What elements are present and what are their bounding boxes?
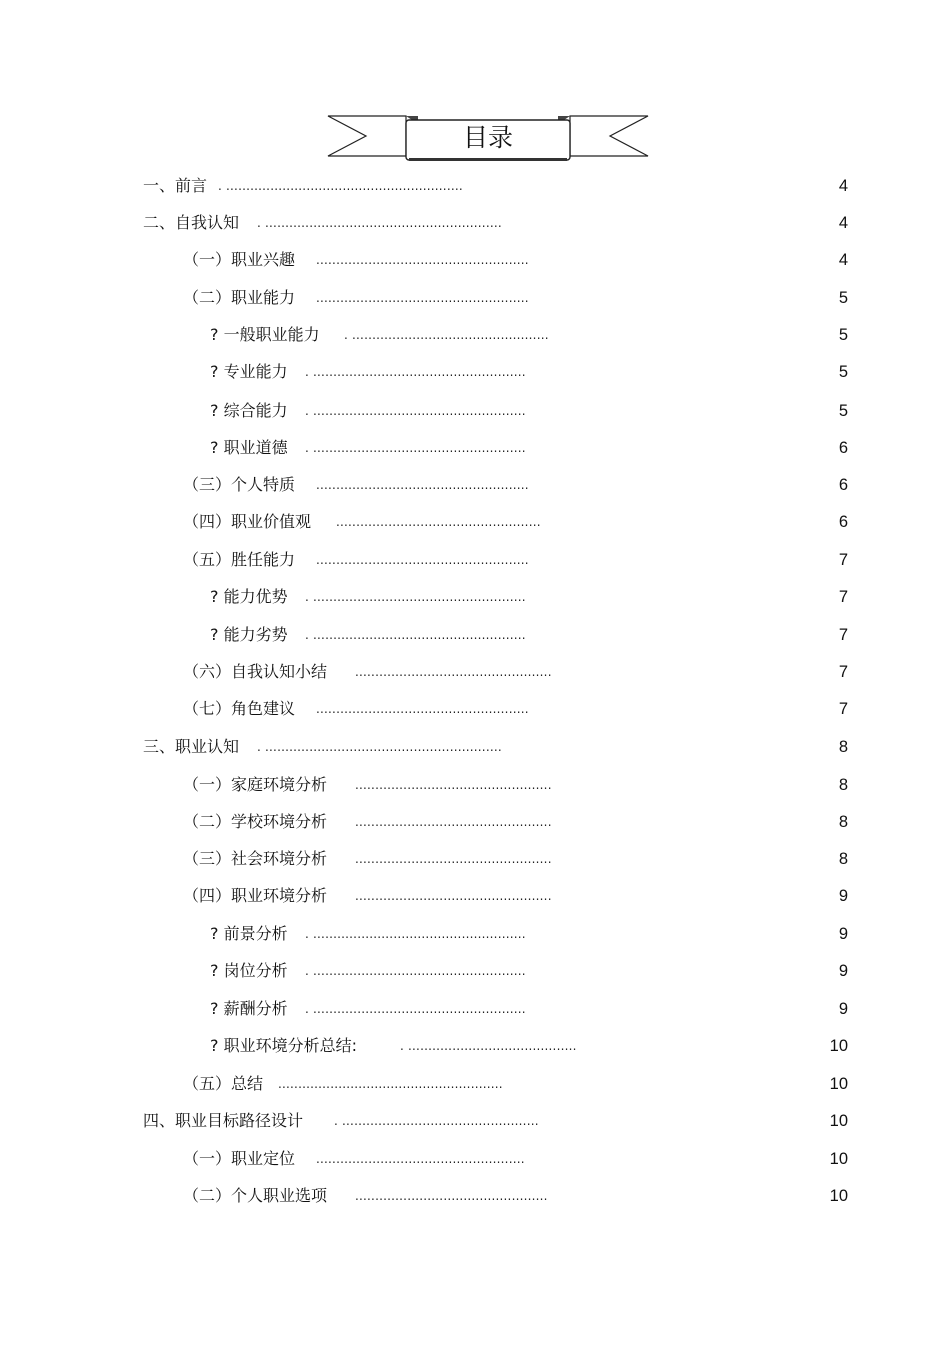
toc-entry-leader: .....................................................	[316, 478, 529, 492]
toc-entry[interactable]	[0, 248, 950, 272]
toc-entry-leader: ................................................	[355, 1189, 548, 1203]
toc-entry-page: 7	[838, 663, 848, 681]
toc-entry-label: （六）自我认知小结	[183, 662, 328, 681]
toc-entry-label: ? 薪酬分析	[210, 999, 288, 1018]
toc-entry-leader: . .....................................................	[305, 1002, 526, 1016]
toc-entry-page: 4	[838, 177, 848, 195]
toc-entry-leader: . .................................................	[344, 328, 549, 342]
toc-entry-label: ? 职业道德	[210, 438, 288, 457]
toc-entry-leader: . ...........................................................	[257, 740, 502, 754]
toc-entry[interactable]	[0, 1184, 950, 1208]
toc-entry-leader: . .....................................................	[305, 365, 526, 379]
toc-entry-page: 7	[838, 700, 848, 718]
toc-entry-label: （四）职业环境分析	[183, 886, 328, 905]
toc-entry-leader: ........................................................	[278, 1077, 503, 1091]
toc-entry-label: ? 能力优势	[210, 587, 288, 606]
toc-entry[interactable]	[0, 884, 950, 908]
toc-entry-page: 5	[838, 402, 848, 420]
toc-entry-leader: . .....................................................	[305, 441, 526, 455]
toc-entry-leader: . .....................................................	[305, 628, 526, 642]
toc-entry[interactable]	[0, 286, 950, 310]
toc-entry-leader: .................................................	[355, 778, 552, 792]
toc-entry-label: ? 职业环境分析总结:	[210, 1036, 357, 1055]
toc-entry[interactable]	[0, 1109, 950, 1133]
toc-entry-label: 三、职业认知	[143, 737, 240, 756]
toc-entry-leader: .....................................................	[316, 253, 529, 267]
toc-entry-leader: . .....................................................	[305, 927, 526, 941]
toc-entry-label: ? 专业能力	[210, 362, 288, 381]
toc-entry-leader: .....................................................	[316, 702, 529, 716]
toc-entry-leader: . .....................................................	[305, 964, 526, 978]
toc-entry[interactable]	[0, 810, 950, 834]
toc-entry-label: （一）职业定位	[183, 1149, 296, 1168]
toc-entry-label: （三）个人特质	[183, 475, 296, 494]
toc-entry-page: 9	[838, 925, 848, 943]
toc-entry-label: ? 岗位分析	[210, 961, 288, 980]
toc-entry[interactable]	[0, 847, 950, 871]
toc-entry[interactable]	[0, 1147, 950, 1171]
toc-entry-page: 8	[838, 738, 848, 756]
toc-entry-page: 9	[838, 887, 848, 905]
toc-entry-leader: ....................................................	[316, 1152, 525, 1166]
toc-title: 目录	[462, 123, 513, 152]
toc-entry-leader: .................................................	[355, 815, 552, 829]
toc-entry-label: （三）社会环境分析	[183, 849, 328, 868]
toc-entry-page: 8	[838, 813, 848, 831]
toc-entry[interactable]	[0, 399, 950, 423]
toc-entry-leader: .....................................................	[316, 553, 529, 567]
toc-entry[interactable]	[0, 922, 950, 946]
toc-entry-leader: . ...........................................................	[257, 216, 502, 230]
toc-entry[interactable]	[0, 473, 950, 497]
toc-entry[interactable]	[0, 510, 950, 534]
toc-entry-label: ? 综合能力	[210, 401, 288, 420]
toc-entry-label: 二、自我认知	[143, 213, 240, 232]
toc-entry-page: 7	[838, 626, 848, 644]
toc-entry[interactable]	[0, 660, 950, 684]
toc-entry-page: 10	[829, 1187, 848, 1205]
toc-entry-label: （一）职业兴趣	[183, 250, 296, 269]
toc-entry-label: 一、前言	[143, 176, 208, 195]
toc-entry[interactable]	[0, 697, 950, 721]
toc-entry[interactable]	[0, 360, 950, 384]
toc-entry-leader: .................................................	[355, 665, 552, 679]
toc-entry-label: （二）职业能力	[183, 288, 296, 307]
toc-entry-page: 6	[838, 476, 848, 494]
toc-entry[interactable]	[0, 773, 950, 797]
toc-entry-page: 10	[829, 1037, 848, 1055]
toc-entry-page: 8	[838, 850, 848, 868]
toc-entry-leader: . .....................................................	[305, 404, 526, 418]
toc-entry[interactable]	[0, 211, 950, 235]
toc-entry-page: 9	[838, 962, 848, 980]
toc-entry[interactable]	[0, 997, 950, 1021]
toc-entry-page: 9	[838, 1000, 848, 1018]
toc-entry-label: （七）角色建议	[183, 699, 296, 718]
toc-entry-label: （四）职业价值观	[183, 512, 312, 531]
toc-entry-page: 7	[838, 551, 848, 569]
toc-entry-page: 5	[838, 363, 848, 381]
toc-entry-leader: ...................................................	[336, 515, 541, 529]
toc-entry[interactable]	[0, 1034, 950, 1058]
toc-entry-label: （二）学校环境分析	[183, 812, 328, 831]
toc-entry-label: （五）胜任能力	[183, 550, 296, 569]
toc-entry-leader: .................................................	[355, 852, 552, 866]
toc-entry-page: 7	[838, 588, 848, 606]
toc-entry-leader: . ...........................................................	[218, 179, 463, 193]
toc-entry-label: （二）个人职业选项	[183, 1186, 328, 1205]
toc-entry-page: 4	[838, 251, 848, 269]
toc-entry-label: （五）总结	[183, 1074, 264, 1093]
toc-entry[interactable]	[0, 436, 950, 460]
toc-entry-page: 6	[838, 439, 848, 457]
toc-entry[interactable]	[0, 623, 950, 647]
toc-entry-page: 4	[838, 214, 848, 232]
toc-entry-label: （一）家庭环境分析	[183, 775, 328, 794]
toc-entry-page: 5	[838, 289, 848, 307]
toc-entry-leader: . .....................................................	[305, 590, 526, 604]
toc-entry-page: 10	[829, 1150, 848, 1168]
title-banner	[326, 112, 650, 164]
toc-entry[interactable]	[0, 548, 950, 572]
toc-entry-label: ? 能力劣势	[210, 625, 288, 644]
toc-entry[interactable]	[0, 323, 950, 347]
toc-entry-leader: . .................................................	[334, 1114, 539, 1128]
toc-entry-page: 6	[838, 513, 848, 531]
toc-entry-page: 8	[838, 776, 848, 794]
toc-entry-leader: .....................................................	[316, 291, 529, 305]
toc-entry-label: ? 一般职业能力	[210, 325, 320, 344]
toc-entry-page: 10	[829, 1112, 848, 1130]
toc-entry-label: 四、职业目标路径设计	[143, 1111, 304, 1130]
toc-entry[interactable]	[0, 959, 950, 983]
toc-entry[interactable]	[0, 174, 950, 198]
toc-entry-page: 10	[829, 1075, 848, 1093]
toc-entry-leader: .................................................	[355, 889, 552, 903]
toc-entry[interactable]	[0, 1072, 950, 1096]
toc-entry-label: ? 前景分析	[210, 924, 288, 943]
toc-entry-leader: . ..........................................	[400, 1039, 577, 1053]
toc-entry[interactable]	[0, 585, 950, 609]
toc-entry-page: 5	[838, 326, 848, 344]
toc-entry[interactable]	[0, 735, 950, 759]
